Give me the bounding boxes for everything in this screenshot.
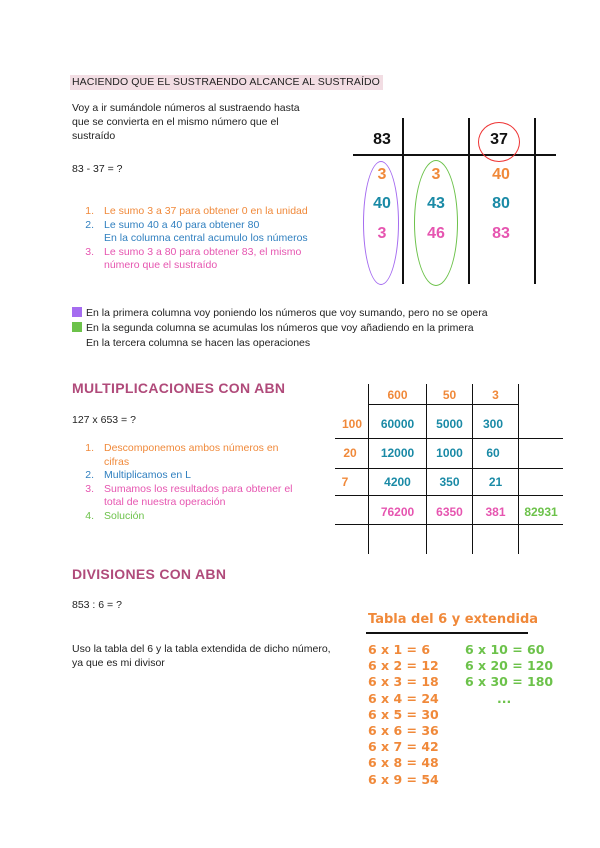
page-title: HACIENDO QUE EL SUSTRAENDO ALCANCE AL SUSTRAÍDO bbox=[70, 75, 383, 90]
grid-vline bbox=[534, 118, 536, 284]
product-cell: 60000 bbox=[380, 417, 415, 431]
section-title-division: DIVISIONES CON ABN bbox=[72, 566, 227, 582]
table6-row: 6 x 6 = 36 bbox=[368, 723, 439, 739]
top-factor: 3 bbox=[492, 388, 499, 402]
grid-vline bbox=[402, 118, 404, 284]
table6-title: Tabla del 6 y extendida bbox=[368, 612, 539, 627]
resta-intro bbox=[72, 101, 332, 143]
resta-steps bbox=[80, 205, 350, 273]
step-item: 3. Sumamos los resultados para obtener el total de nuestra operación bbox=[85, 482, 293, 508]
table6-list bbox=[368, 642, 458, 788]
mult-steps bbox=[80, 442, 330, 523]
purple-square-icon bbox=[72, 307, 82, 317]
product-cell: 60 bbox=[486, 446, 500, 460]
top-factor: 600 bbox=[387, 388, 408, 402]
left-factor: 20 bbox=[343, 446, 357, 460]
div-note bbox=[72, 642, 362, 670]
grid-vline bbox=[468, 118, 470, 284]
grid-hline bbox=[368, 404, 518, 405]
table6-row: 6 x 2 = 12 bbox=[368, 658, 439, 674]
extended-row: 6 x 30 = 180 bbox=[465, 674, 554, 690]
col2-value: 46 bbox=[427, 225, 445, 242]
grid-vline bbox=[368, 384, 369, 554]
table6-row: 6 x 1 = 6 bbox=[368, 642, 431, 657]
col3-value: 40 bbox=[492, 166, 510, 183]
legend-item: En la segunda columna se acumulas los números que voy añadiendo en la primera bbox=[72, 321, 592, 336]
extended-row: 6 x 10 = 60 bbox=[465, 642, 545, 657]
legend-item: En la primera columna voy poniendo los números que voy sumando, pero no se opera bbox=[72, 306, 592, 321]
extended-row: 6 x 20 = 120 bbox=[465, 658, 554, 674]
grid-hline bbox=[353, 154, 556, 156]
col2-value: 43 bbox=[427, 195, 445, 212]
left-factor: 100 bbox=[341, 417, 363, 431]
extended-row: ... bbox=[497, 690, 512, 706]
product-cell: 5000 bbox=[436, 417, 463, 431]
note-line: Uso la tabla del 6 y la tabla extendida de dicho número, bbox=[72, 643, 331, 655]
table6-extended-list bbox=[465, 642, 575, 707]
product-cell: 21 bbox=[488, 475, 503, 489]
table6-row: 6 x 8 = 48 bbox=[368, 755, 439, 771]
product-cell: 350 bbox=[439, 475, 460, 489]
product-cell: 12000 bbox=[380, 446, 415, 460]
mult-table bbox=[333, 384, 568, 556]
resta-grid bbox=[350, 118, 560, 288]
grid-vline bbox=[426, 384, 427, 554]
step-item: 3. Le sumo 3 a 80 para obtener 83, el mismo número que el sustraído bbox=[85, 245, 302, 271]
product-cell: 1000 bbox=[436, 446, 463, 460]
note-line: ya que es mi divisor bbox=[72, 657, 165, 669]
section-title-resta bbox=[70, 72, 383, 90]
table6-underline bbox=[366, 632, 528, 634]
grid-vline bbox=[472, 384, 473, 554]
sum-cell: 76200 bbox=[380, 505, 415, 519]
col1-value: 3 bbox=[377, 166, 387, 183]
step-item: 2. Multiplicamos en L bbox=[85, 469, 191, 481]
left-factor: 7 bbox=[341, 475, 349, 489]
table6-row: 6 x 7 = 42 bbox=[368, 739, 439, 755]
table6-row: 6 x 5 = 30 bbox=[368, 706, 439, 722]
resta-legend bbox=[72, 306, 592, 351]
intro-line: sustraído bbox=[72, 130, 116, 142]
section-title-multiplicacion: MULTIPLICACIONES CON ABN bbox=[72, 380, 286, 396]
grid-vline bbox=[518, 384, 519, 554]
table6-row: 6 x 4 = 24 bbox=[368, 690, 439, 706]
total-cell: 82931 bbox=[524, 505, 558, 519]
mult-operation: 127 x 653 = ? bbox=[72, 414, 136, 426]
step-item: 2. Le sumo 40 a 40 para obtener 80 En la columna central acumulo los números bbox=[85, 218, 308, 244]
legend-item: En la tercera columna se hacen las operaciones bbox=[86, 337, 311, 349]
div-operation: 853 : 6 = ? bbox=[72, 599, 122, 611]
step-item: 1. Descomponemos ambos números en cifras bbox=[85, 442, 279, 468]
sum-cell: 381 bbox=[485, 505, 506, 519]
col1-value: 40 bbox=[373, 195, 391, 212]
step-item: 1. Le sumo 3 a 37 para obtener 0 en la unidad bbox=[85, 205, 308, 217]
product-cell: 4200 bbox=[384, 475, 411, 489]
sum-cell: 6350 bbox=[436, 505, 463, 519]
col2-value: 3 bbox=[431, 166, 441, 183]
green-square-icon bbox=[72, 322, 82, 332]
table6-row: 6 x 3 = 18 bbox=[368, 674, 439, 690]
step-item: 4. Solución bbox=[85, 509, 145, 522]
col3-value: 83 bbox=[492, 225, 510, 242]
resta-operation: 83 - 37 = ? bbox=[72, 163, 123, 175]
top-factor: 50 bbox=[442, 388, 457, 402]
col1-value: 3 bbox=[377, 225, 387, 242]
intro-line: que se convierta en el mismo número que el bbox=[72, 116, 279, 128]
product-cell: 300 bbox=[482, 417, 504, 431]
col3-value: 80 bbox=[492, 195, 510, 212]
minuend: 83 bbox=[373, 131, 391, 148]
table6-row: 6 x 9 = 54 bbox=[368, 771, 439, 787]
intro-line: Voy a ir sumándole números al sustraendo hasta bbox=[72, 102, 300, 114]
subtrahend: 37 bbox=[490, 131, 508, 148]
